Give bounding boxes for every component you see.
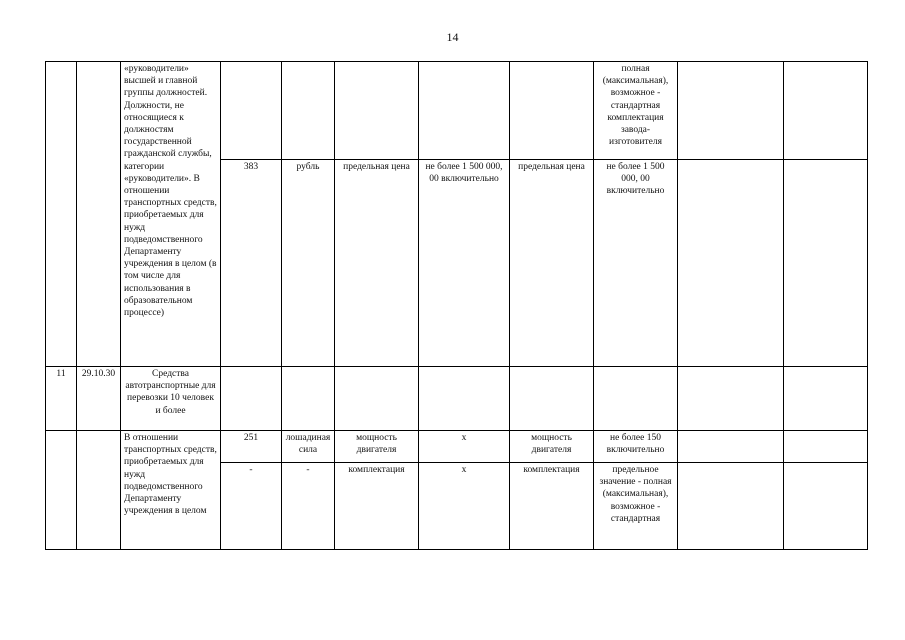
- cell-value-main: x: [419, 463, 510, 550]
- cell-okei-code: -: [221, 463, 282, 550]
- cell-value-2: полная (максимальная), возможное - стандартная комплектация завода-изготовителя: [594, 62, 678, 160]
- cell-okei-code: 383: [221, 160, 282, 367]
- cell-unit: [282, 62, 335, 160]
- cell-purpose: [784, 160, 868, 367]
- cell-characteristic-2: предельная цена: [510, 160, 594, 367]
- cell-characteristic: [335, 62, 419, 160]
- table-row: [46, 431, 868, 463]
- cell-value-main: не более 1 500 000, 00 включительно: [419, 160, 510, 367]
- cell-justification: [678, 463, 784, 550]
- cell-characteristic-2: мощность двигателя: [510, 431, 594, 463]
- table-row: [46, 367, 868, 431]
- cell-value-main: x: [419, 431, 510, 463]
- cell-num: [46, 62, 77, 367]
- cell-characteristic-2: комплектация: [510, 463, 594, 550]
- cell-num: 11: [46, 367, 77, 431]
- cell-unit: рубль: [282, 160, 335, 367]
- cell-justification: [678, 431, 784, 463]
- cell-okei-code: 251: [221, 431, 282, 463]
- cell-value-main: [419, 62, 510, 160]
- cell-value-2: не более 1 500 000, 00 включительно: [594, 160, 678, 367]
- cell-code: [77, 431, 121, 550]
- cell-purpose: [784, 431, 868, 463]
- cell-justification: [678, 62, 784, 160]
- cell-value-2: предельное значение - полная (максимальная), возможное - стандартная: [594, 463, 678, 550]
- requirements-table: [45, 61, 868, 550]
- cell-characteristic: мощность двигателя: [335, 431, 419, 463]
- cell-purpose: [784, 62, 868, 160]
- table-row: [46, 62, 868, 160]
- cell-unit: лошадиная сила: [282, 431, 335, 463]
- cell-unit: -: [282, 463, 335, 550]
- cell-characteristic-2: [510, 62, 594, 160]
- cell-name: В отношении транспортных средств, приобретаемых для нужд подведомственного Департаменту учреждения в целом: [121, 431, 221, 550]
- cell-name: Средства автотранспортные для перевозки 10 человек и более: [121, 367, 221, 431]
- cell-num: [46, 431, 77, 550]
- cell-okei-code: [221, 62, 282, 160]
- page-number: 14: [446, 30, 459, 44]
- cell-code: 29.10.30: [77, 367, 121, 431]
- cell-value-2: не более 150 включительно: [594, 431, 678, 463]
- cell-justification: [678, 160, 784, 367]
- cell-characteristic: предельная цена: [335, 160, 419, 367]
- cell-purpose: [784, 463, 868, 550]
- cell-characteristic: комплектация: [335, 463, 419, 550]
- cell-code: [77, 62, 121, 367]
- cell-name: «руководители» высшей и главной группы должностей. Должности, не относящиеся к должностям государственной гражданской службы, категории «руководители». В отношении транспортных средств, приобретаемых для нужд подведомственного Департаменту учреждения в целом (в том числе для использования в образовательном процессе): [121, 62, 221, 367]
